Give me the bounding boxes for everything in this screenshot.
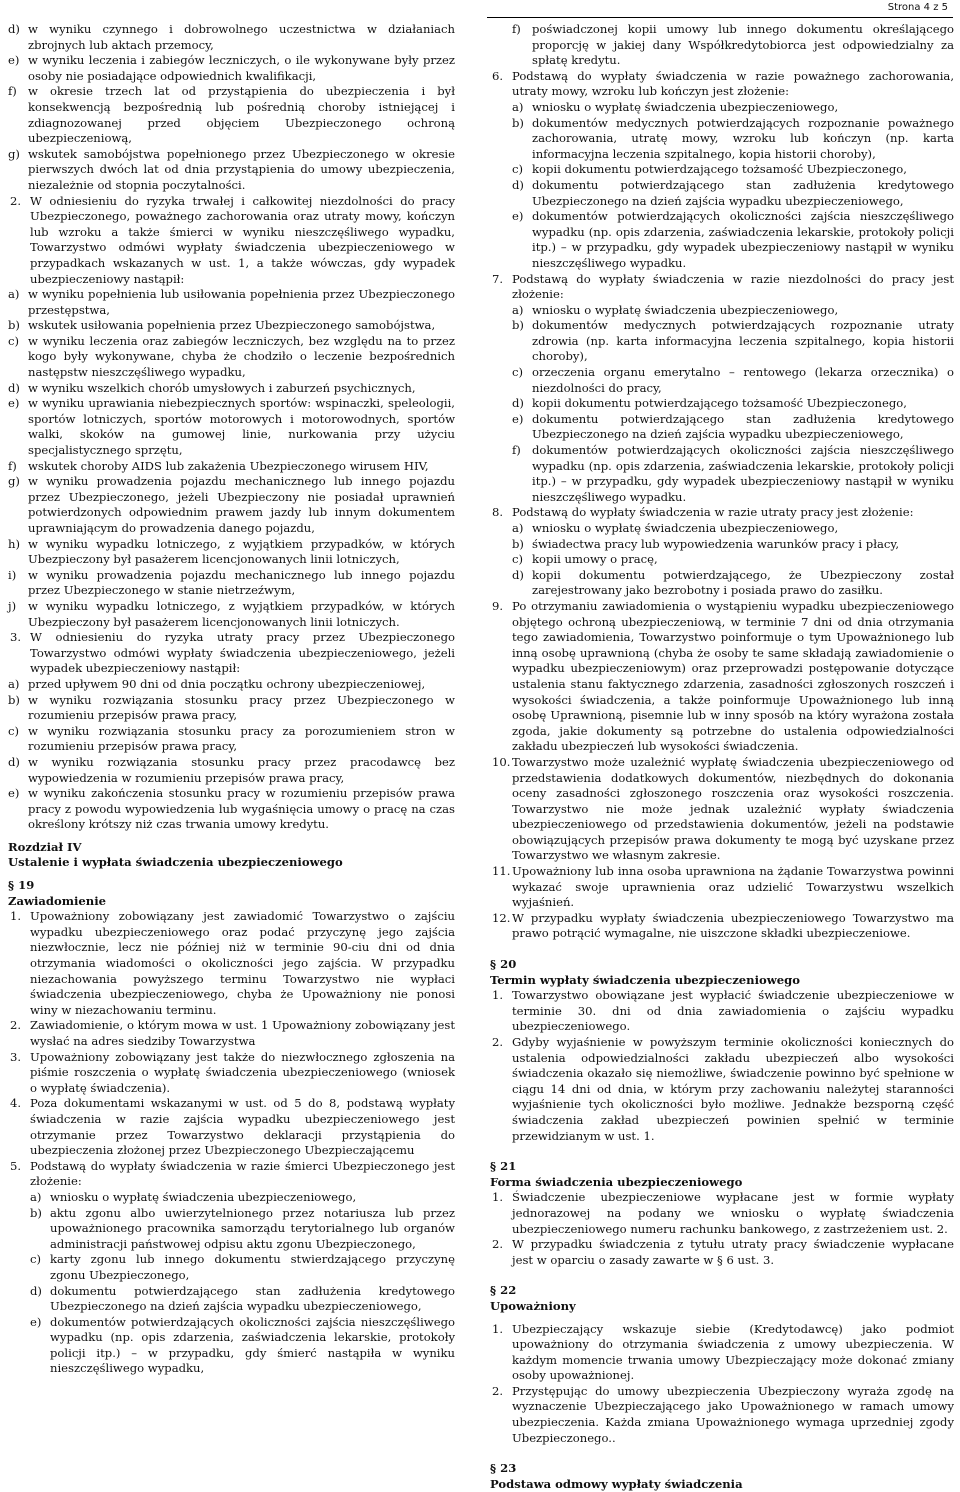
list-item: i) w wyniku prowadzenia pojazdu mechanicznego lub innego pojazdu przez Ubezpieczonego w stanie nietrzeźwym, <box>8 567 455 598</box>
list-item: c) karty zgonu lub innego dokumentu stwierdzającego przyczynę zgonu Ubezpieczonego, <box>30 1252 455 1282</box>
list-item: a) wniosku o wypłatę świadczenia ubezpieczeniowego, <box>30 1189 357 1204</box>
list-item: d) w wyniku wszelkich chorób umysłowych i zaburzeń psychicznych, <box>8 380 416 395</box>
list-item: f) w okresie trzech lat od przystąpienia do ubezpieczenia i był konsekwencją bezpośrednią lub pośrednią choroby istniejącej i zdiagnozowanej przed objęciem Ubezpieczonego ochroną ubezpieczeniową, <box>8 84 455 146</box>
list-item: g) w wyniku prowadzenia pojazdu mechanicznego lub innego pojazdu przez Ubezpieczonego, jeżeli Ubezpieczony nie posiadał uprawnień potwierdzonych odpowiednim prawem jazdy lub innym dokumentem uprawniającym do prowadzenia danego pojazdu, <box>8 474 455 535</box>
paragraph-8: 8. Podstawą do wypłaty świadczenia w razie utraty pracy jest złożenie: <box>492 505 914 520</box>
list-item: f) wskutek choroby AIDS lub zakażenia Ubezpieczonego wirusem HIV, <box>8 458 429 473</box>
section-heading-21: § 21 <box>490 1159 517 1174</box>
paragraph-2: 2. W odniesieniu do ryzyka trwałej i całkowitej niezdolności do pracy Ubezpieczonego, poważnego zachorowania oraz utraty mowy, kończyn lub wzroku a także śmierci w wyniku nieszczęśliwego wypadku, Towarzystwo odmówi wypłaty świadczenia ubezpieczeniowego w przypadkach wskazanych w ust. 1, a także wówczas, gdy wypadek ubezpieczeniowy nastąpił: <box>10 193 455 286</box>
list-item: 5. Podstawą do wypłaty świadczenia w razie śmierci Ubezpieczonego jest złożenie: <box>10 1158 455 1189</box>
section-title-19: Zawiadomienie <box>8 893 106 908</box>
section-heading-20: § 20 <box>490 957 517 972</box>
list-item: e) dokumentów potwierdzających okoliczności zajścia nieszczęśliwego wypadku (np. opis zdarzenia, zaświadczenia lekarskie, protokoły policji itp.) – w przypadku, gdy wypadek ubezpieczeniowy nastąpił w wyniku nieszczęśliwego wypadku. <box>512 209 954 270</box>
list-item: b) wskutek usiłowania popełnienia przez Ubezpieczonego samobójstwa, <box>8 318 436 333</box>
list-item: d) w wyniku czynnego i dobrowolnego uczestnictwa w działaniach zbrojnych lub aktach przemocy, <box>8 22 455 52</box>
list-item: h) w wyniku wypadku lotniczego, z wyjątkiem przypadków, w których Ubezpieczony był pasażerem licencjonowanych linii lotniczych, <box>8 536 455 567</box>
list-item: a) wniosku o wypłatę świadczenia ubezpieczeniowego, <box>512 302 839 317</box>
paragraph-10: 10. Towarzystwo może uzależnić wypłatę świadczenia ubezpieczeniowego od przedstawienia dodatkowych dokumentów, niezbędnych do dokonania oceny zasadności zgłoszonego roszczenia oraz wysokości roszczenia. Towarzystwo nie może jednak uzależnić wypłaty świadczenia ubezpieczeniowego od przedstawienia dokumentów, jeżeli na podstawie obowiązujących przepisów prawa dokumenty te mogą być uzyskane przez Towarzystwo we własnym zakresie. <box>492 754 954 863</box>
section-symbol: § <box>8 878 15 893</box>
section-title-22: Upoważniony <box>490 1298 576 1313</box>
paragraph-6: 6. Podstawą do wypłaty świadczenia w razie poważnego zachorowania, utraty mowy, wzroku lub kończyn jest złożenie: <box>492 68 954 99</box>
list-item: d) kopii dokumentu potwierdzającego, że Ubezpieczony został zarejestrowany jako bezrobotny i posiada prawo do zasiłku. <box>512 567 954 598</box>
page-header <box>0 0 960 18</box>
list-item: c) orzeczenia organu emerytalno – rentowego (lekarza orzecznika) o niezdolności do pracy, <box>512 365 954 395</box>
chapter-title: Ustalenie i wypłata świadczenia ubezpieczeniowego <box>8 855 343 870</box>
paragraph-9: 9. Po otrzymaniu zawiadomienia o wystąpieniu wypadku ubezpieczeniowego objętego ochroną ubezpieczeniową, w terminie 7 dni od dnia otrzymania tego zawiadomienia, Towarzystwo poinformuje o tym Upoważnionego lub inną osobę uprawnioną (chyba że osoby te same składają zawiadomienie o wypadku ubezpieczeniowym) oraz przeprowadzi postępowanie dotyczące ustalenia stanu faktycznego zdarzenia, zasadności zgłoszonych roszczeń i wysokości świadczenia, a także poinformuje Upoważnionego lub inną osobę Uprawnioną, pisemnie lub w inny sposób na który wyrażona została zgoda, jakie dokumenty są potrzebne do ustalenia odpowiedzialności zakładu ubezpieczeń lub wysokości świadczenia. <box>492 598 954 754</box>
list-item: e) w wyniku zakończenia stosunku pracy w rozumieniu przepisów prawa pracy z powodu wypowiedzenia lub wygaśnięcia umowy o pracę na czas określony krótszy niż czas trwania umowy kredytu. <box>8 786 455 832</box>
section-heading-19: § 19 <box>8 878 35 893</box>
list-item: e) dokumentu potwierdzającego stan zadłużenia kredytowego Ubezpieczonego na dzień zajścia wypadku ubezpieczeniowego, <box>512 411 954 442</box>
left-column <box>8 22 455 1380</box>
section-heading-22: § 22 <box>490 1283 517 1298</box>
list-item: f) dokumentów potwierdzających okoliczności zajścia nieszczęśliwego wypadku (np. opis zdarzenia, zaświadczenia lekarskie, protokoły policji itp.) – w przypadku, gdy wypadek ubezpieczeniowy nastąpił w wyniku nieszczęśliwego wypadku. <box>512 443 954 504</box>
list-item: d) dokumentu potwierdzającego stan zadłużenia kredytowego Ubezpieczonego na dzień zajścia wypadku ubezpieczeniowego, <box>512 177 954 208</box>
page-number: Strona 4 z 5 <box>887 2 948 13</box>
list-item: 2. Gdyby wyjaśnienie w powyższym terminie okoliczności koniecznych do ustalenia odpowiedzialności zakładu ubezpieczeń albo wysokości świadczenia okazało się niemożliwe, świadczenie powinno być spełnione w ciągu 14 dni od dnia, w którym przy zachowaniu należytej staranności wyjaśnienie tych okoliczności było możliwe. Jednakże bezsporną część świadczenia zakład ubezpieczeń powinien spełnić w terminie przewidzianym w ust. 1. <box>492 1035 954 1143</box>
list-item: a) w wyniku popełnienia lub usiłowania popełnienia przez Ubezpieczonego przestępstwa, <box>8 287 455 317</box>
right-column <box>490 22 954 1491</box>
list-item: c) w wyniku rozwiązania stosunku pracy za porozumieniem stron w rozumieniu przepisów prawa pracy, <box>8 723 455 754</box>
section-symbol: § <box>490 1461 497 1476</box>
list-item: 3. Upoważniony zobowiązany jest także do niezwłocznego zgłoszenia na piśmie roszczenia o wypłatę świadczenia ubezpieczeniowego (wniosek o wypłatę świadczenia). <box>10 1049 455 1095</box>
section-title-23: Podstawa odmowy wypłaty świadczenia <box>490 1476 743 1491</box>
list-item: 1. Ubezpieczający wskazuje siebie (Kredytodawcę) jako podmiot upoważniony do otrzymania świadczenia z umowy ubezpieczenia. W każdym momencie trwania umowy Ubezpieczający może dokonać zmiany osoby upoważnionej. <box>492 1321 954 1383</box>
chapter-label: Rozdział IV <box>8 839 82 854</box>
paragraph-11: 11. Upoważniony lub inna osoba uprawniona na żądanie Towarzystwa powinni wykazać swoje uprawnienia oraz udzielić Towarzystwu wszelkich wyjaśnień. <box>492 864 954 910</box>
list-item: 2. Zawiadomienie, o którym mowa w ust. 1 Upoważniony zobowiązany jest wysłać na adres siedziby Towarzystwa <box>10 1018 455 1048</box>
paragraph-7: 7. Podstawą do wypłaty świadczenia w razie niezdolności do pracy jest złożenie: <box>492 271 954 302</box>
section-heading-23: § 23 <box>490 1461 517 1476</box>
list-item: d) dokumentu potwierdzającego stan zadłużenia kredytowego Ubezpieczonego na dzień zajścia wypadku ubezpieczeniowego, <box>30 1283 455 1314</box>
section-symbol: § <box>490 1159 497 1174</box>
list-item: 1. Towarzystwo obowiązane jest wypłacić świadczenie ubezpieczeniowe w terminie 30. dni od dnia zawiadomienia o zajściu wypadku ubezpieczeniowego. <box>492 988 954 1034</box>
list-item: 4. Poza dokumentami wskazanymi w ust. od 5 do 8, podstawą wypłaty świadczenia w razie zajścia wypadku ubezpieczeniowego jest otrzymanie przez Towarzystwo deklaracji przystąpienia do ubezpieczenia złożonej przez Ubezpieczonego Ubezpieczającemu <box>10 1096 455 1158</box>
list-item: b) dokumentów medycznych potwierdzających rozpoznanie poważnego zachorowania, utratę mowy, wzroku lub kończyn (np. karta informacyjna leczenia szpitalnego, kopia historii choroby), <box>512 115 954 161</box>
list-item: d) kopii dokumentu potwierdzającego tożsamość Ubezpieczonego, <box>512 396 907 411</box>
section-title-21: Forma świadczenia ubezpieczeniowego <box>490 1174 743 1189</box>
list-item: b) świadectwa pracy lub wypowiedzenia warunków pracy i płacy, <box>512 536 900 551</box>
list-item: g) wskutek samobójstwa popełnionego przez Ubezpieczonego w okresie pierwszych dwóch lat od dnia przystąpienia do umowy ubezpieczenia, niezależnie od stopnia poczytalności. <box>8 146 455 192</box>
section-symbol: § <box>490 957 497 972</box>
list-item: j) w wyniku wypadku lotniczego, z wyjątkiem przypadków, w których Ubezpieczony był pasażerem licencjonowanych linii lotniczych. <box>8 598 455 629</box>
list-item: e) w wyniku leczenia i zabiegów leczniczych, o ile wykonywane były przez osoby nie posiadające odpowiednich kwalifikacji, <box>8 53 455 83</box>
list-item: a) przed upływem 90 dni od dnia początku ochrony ubezpieczeniowej, <box>8 676 426 691</box>
list-item: b) w wyniku rozwiązania stosunku pracy przez Ubezpieczonego w rozumieniu przepisów prawa pracy, <box>8 692 455 723</box>
list-item: 2. Przystępując do umowy ubezpieczenia Ubezpieczony wyraża zgodę na wyznaczenie Ubezpieczającego jako Upoważnionego w ramach umowy ubezpieczenia. Każda zmiana Upoważnionego wymaga uprzedniej zgody Ubezpieczonego.. <box>492 1383 954 1445</box>
list-item: a) wniosku o wypłatę świadczenia ubezpieczeniowego, <box>512 99 839 114</box>
list-item: c) w wyniku leczenia oraz zabiegów leczniczych, bez względu na to przez kogo były wykonywane, chyba że chodziło o leczenie bezpośrednich następstw nieszczęśliwego wypadku, <box>8 333 455 380</box>
list-item: f) poświadczonej kopii umowy lub innego dokumentu określającego proporcję w jakiej dany Współkredytobiorca jest odpowiedzialny za spłatę kredytu. <box>512 22 954 68</box>
list-item: d) w wyniku rozwiązania stosunku pracy przez pracodawcę bez wypowiedzenia w rozumieniu przepisów prawa pracy, <box>8 754 455 785</box>
paragraph-12: 12. W przypadku wypłaty świadczenia ubezpieczeniowego Towarzystwo ma prawo potrącić wymagalne, nie uiszczone składki ubezpieczeniowe. <box>492 910 954 941</box>
list-item: e) w wyniku uprawiania niebezpiecznych sportów: wspinaczki, speleologii, sportów lotniczych, sportów motorowych i motorowodnych, sportów walki, skoków na gumowej linie, nurkowania przy użyciu specjalistycznego sprzętu, <box>8 396 455 458</box>
paragraph-3: 3. W odniesieniu do ryzyka utraty pracy przez Ubezpieczonego Towarzystwo odmówi wypłaty świadczenia ubezpieczeniowego, jeżeli wypadek ubezpieczeniowy nastąpił: <box>10 630 455 676</box>
list-item: a) wniosku o wypłatę świadczenia ubezpieczeniowego, <box>512 521 839 535</box>
section-title-20: Termin wypłaty świadczenia ubezpieczeniowego <box>490 972 800 987</box>
section-symbol: § <box>490 1283 497 1298</box>
list-item: 2. W przypadku świadczenia z tytułu utraty pracy świadczenie wypłacane jest w oparciu o zasady zawarte w § 6 ust. 3. <box>492 1237 954 1267</box>
list-item: c) kopii umowy o pracę, <box>512 552 658 567</box>
list-item: 1. Upoważniony zobowiązany jest zawiadomić Towarzystwo o zajściu wypadku ubezpieczeniowego oraz podać przyczynę jego zajścia niezwłocznie, lecz nie później niż w terminie 90-ciu dni od dnia otrzymania wiadomości o okoliczności jego zajścia. W przypadku niezachowania powyższego terminu Towarzystwo nie wypłaci świadczenia ubezpieczeniowego, chyba że Upoważniony nie ponosi winy w niezachowaniu terminu. <box>10 909 455 1017</box>
list-item: 1. Świadczenie ubezpieczeniowe wypłacane jest w formie wypłaty jednorazowej na podany we wniosku o wypłatę świadczenia ubezpieczeniowego numeru rachunku bankowego, z zastrzeżeniem ust. 2. <box>492 1190 954 1236</box>
header-rule <box>487 17 953 18</box>
list-item: b) aktu zgonu albo uwierzytelnionego przez notariusza lub przez upoważnionego pracownika samorządu terytorialnego lub organów administracji państwowej odpisu aktu zgonu Ubezpieczonego, <box>30 1205 455 1251</box>
list-item: c) kopii dokumentu potwierdzającego tożsamość Ubezpieczonego, <box>512 162 907 177</box>
list-item: e) dokumentów potwierdzających okoliczności zajścia nieszczęśliwego wypadku (np. opis zdarzenia, zaświadczenia lekarskie, protokoły policji itp.) – w przypadku, gdy śmierć nastąpiła w wyniku nieszczęśliwego wypadku, <box>30 1314 455 1376</box>
list-item: b) dokumentów medycznych potwierdzających rozpoznanie utraty zdrowia (np. karta informacyjna leczenia szpitalnego, kopia historii choroby), <box>512 318 954 364</box>
